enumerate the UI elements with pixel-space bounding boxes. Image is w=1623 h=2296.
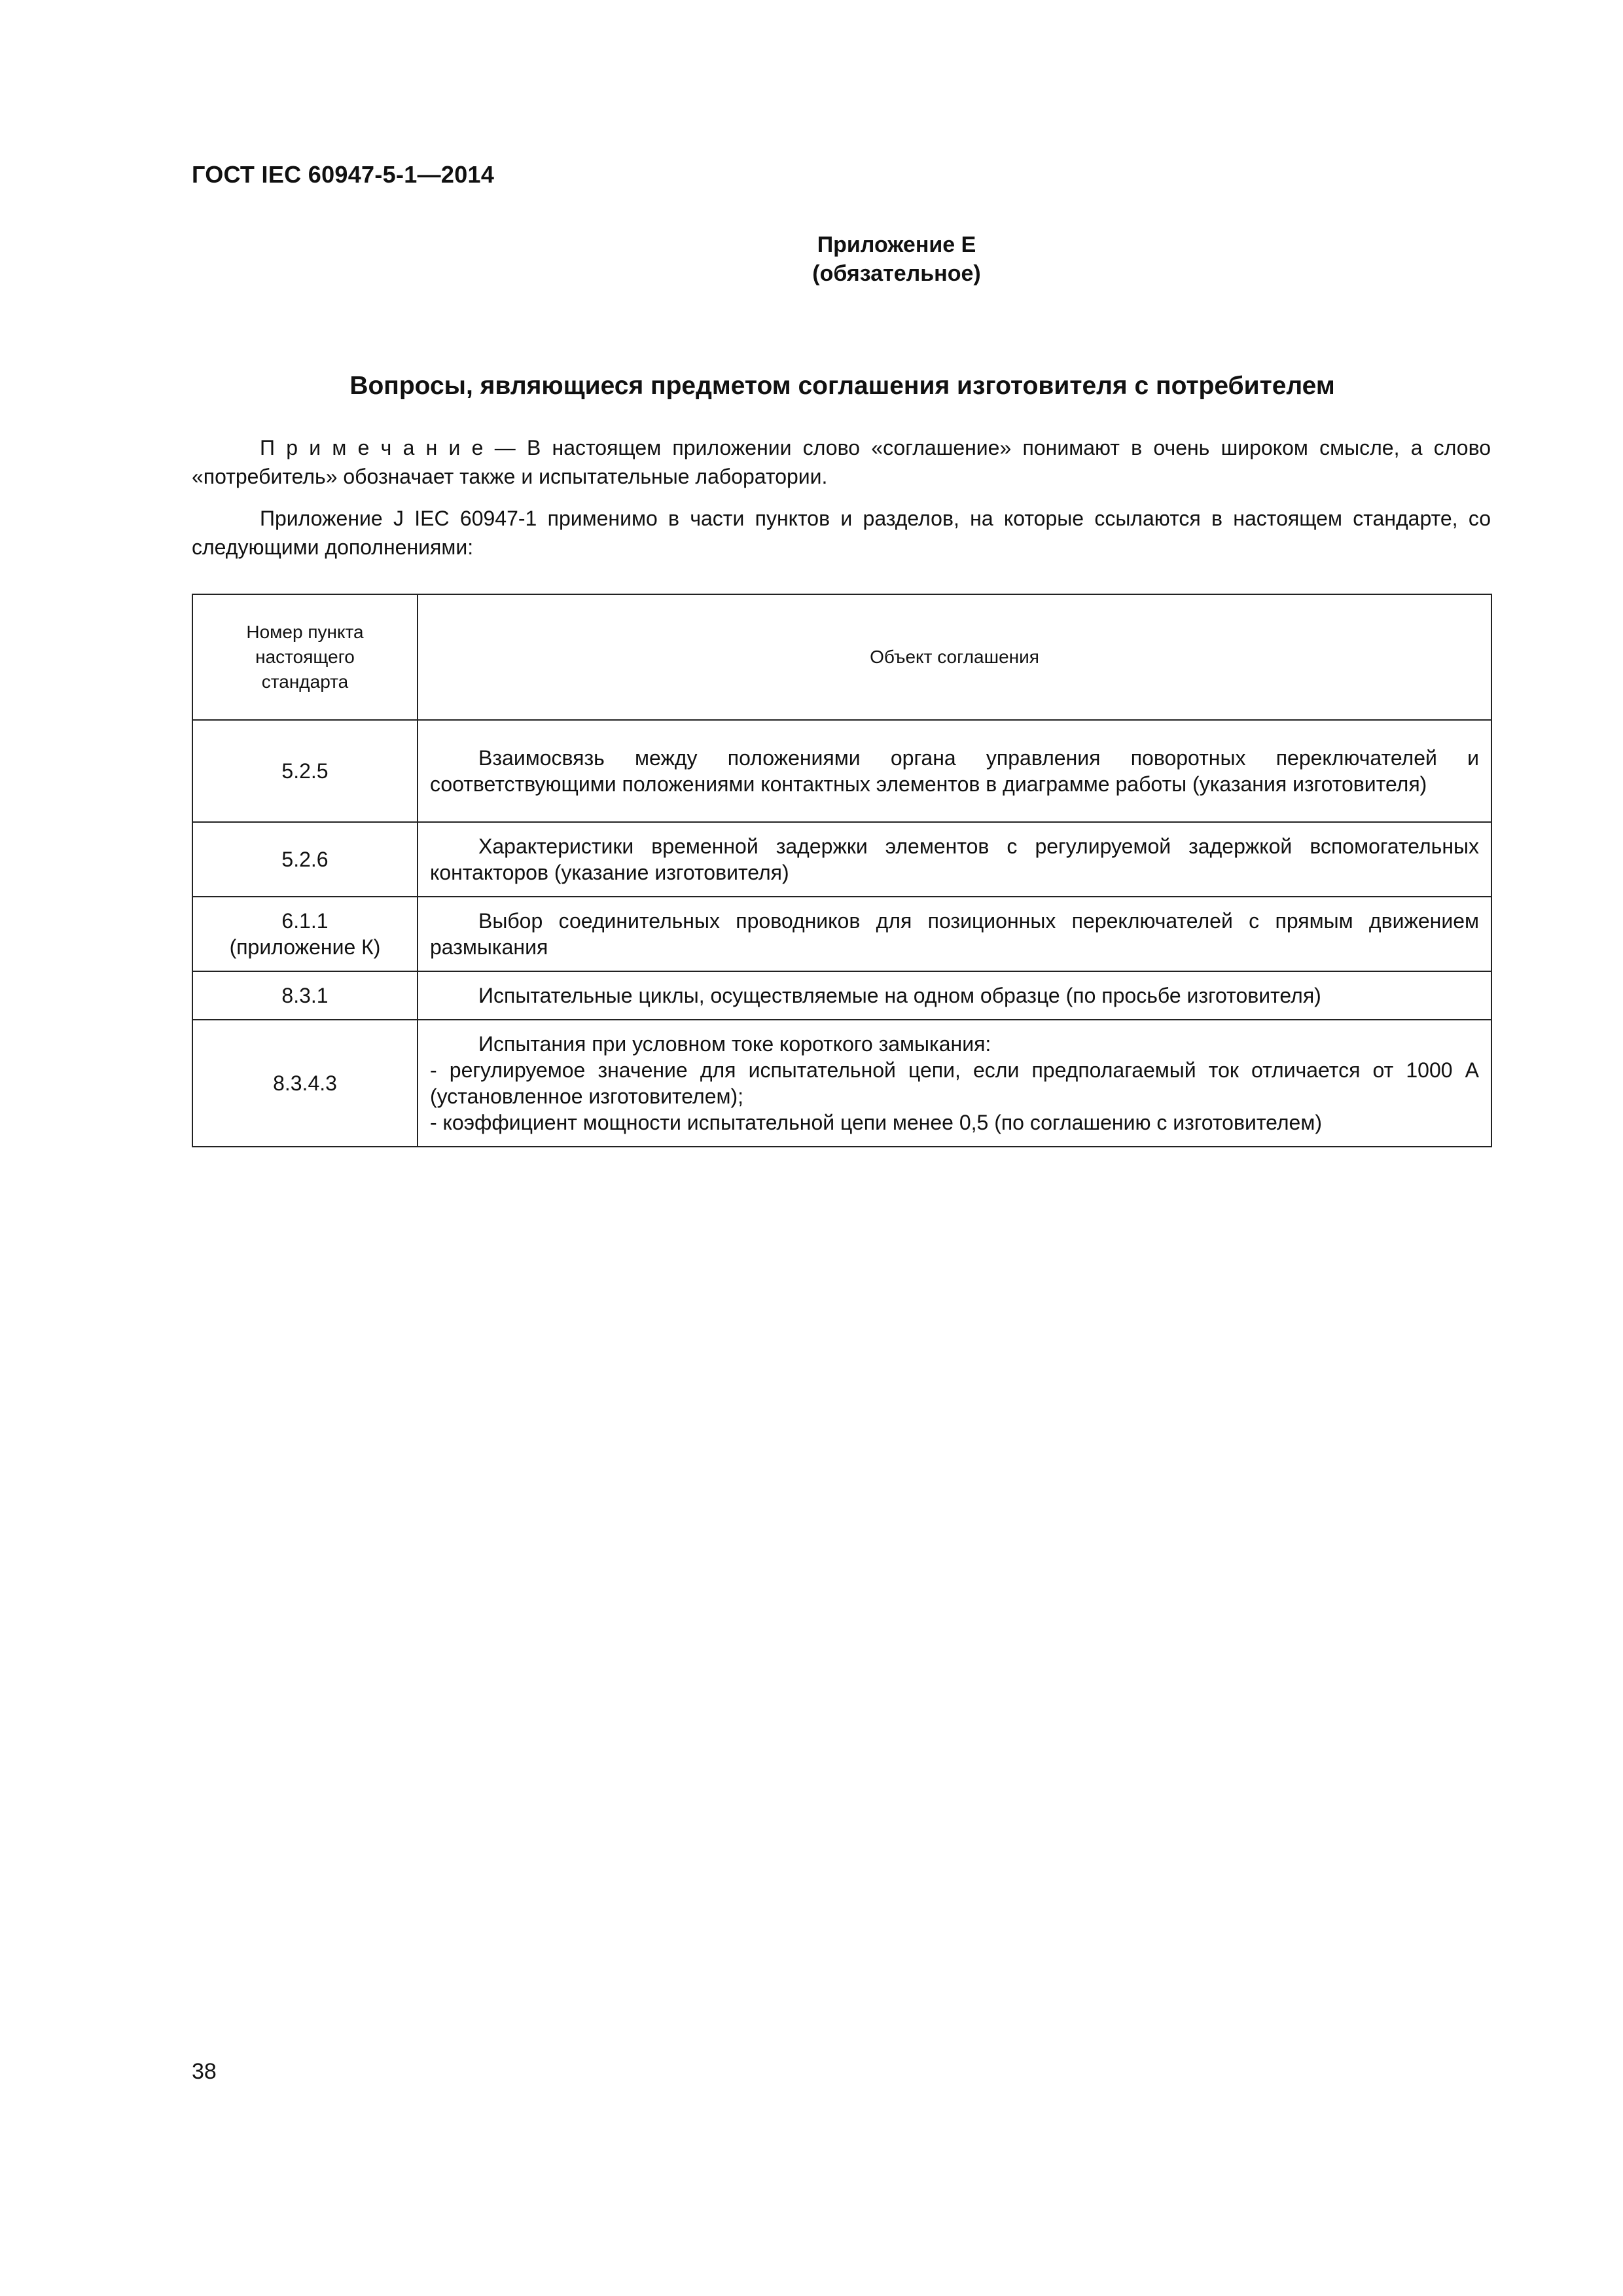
header-clause-number: Номер пункта настоящего стандарта [192,594,418,720]
clause-cell: 8.3.4.3 [192,1020,418,1147]
annex-heading [0,230,1623,288]
table-header-row [192,594,1491,720]
annex-label: Приложение Е [817,232,976,257]
note-paragraph [192,433,1491,491]
subject-list-item: - регулируемое значение для испытательной цепи, если предполагаемый ток отличается от 1000 А (установленное изготовителем); [430,1058,1479,1108]
intro-text: Приложение J IEC 60947-1 применимо в части пунктов и разделов, на которые ссылаются в настоящем стандарте, со следующими дополнениями: [192,507,1491,559]
header-agreement-subject: Объект соглашения [418,594,1491,720]
subject-cell: Взаимосвязь между положениями органа управления поворотных переключателей и соответствующими положениями контактных элементов в диаграмме работы (указания изготовителя) [418,720,1491,822]
note-label: П р и м е ч а н и е [260,436,484,459]
standard-code: ГОСТ IEC 60947-5-1—2014 [192,161,495,188]
subject-list-item: - коэффициент мощности испытательной цепи менее 0,5 (по соглашению с изготовителем) [430,1111,1322,1134]
clause-cell [192,897,418,971]
annex-status: (обязательное) [812,261,981,286]
clause-number: 6.1.1 [281,909,329,933]
table-row [192,1020,1491,1147]
subject-cell: Испытательные циклы, осуществляемые на одном образце (по просьбе изготовителя) [418,971,1491,1020]
page-number: 38 [192,2059,217,2084]
clause-cell: 8.3.1 [192,971,418,1020]
subject-cell: Характеристики временной задержки элементов с регулируемой задержкой вспомогательных контакторов (указание изготовителя) [418,822,1491,897]
clause-note: (приложение К) [229,935,381,959]
intro-paragraph [192,504,1491,562]
table-row [192,971,1491,1020]
table-row [192,720,1491,822]
subject-cell [418,1020,1491,1147]
annex-title-text: Вопросы, являющиеся предметом соглашения изготовителя с потребителем [349,372,1335,400]
subject-lead: Испытания при условном токе короткого замыкания: [478,1032,991,1056]
table-row [192,822,1491,897]
annex-title [0,372,1623,401]
table-row [192,897,1491,971]
note-text: — В настоящем приложении слово «соглашение» понимают в очень широком смысле, а слово «потребитель» обозначает также и испытательные лаборатории. [192,436,1491,488]
subject-cell: Выбор соединительных проводников для позиционных переключателей с прямым движением размыкания [418,897,1491,971]
clause-cell: 5.2.5 [192,720,418,822]
agreement-table [192,594,1492,1147]
clause-cell: 5.2.6 [192,822,418,897]
